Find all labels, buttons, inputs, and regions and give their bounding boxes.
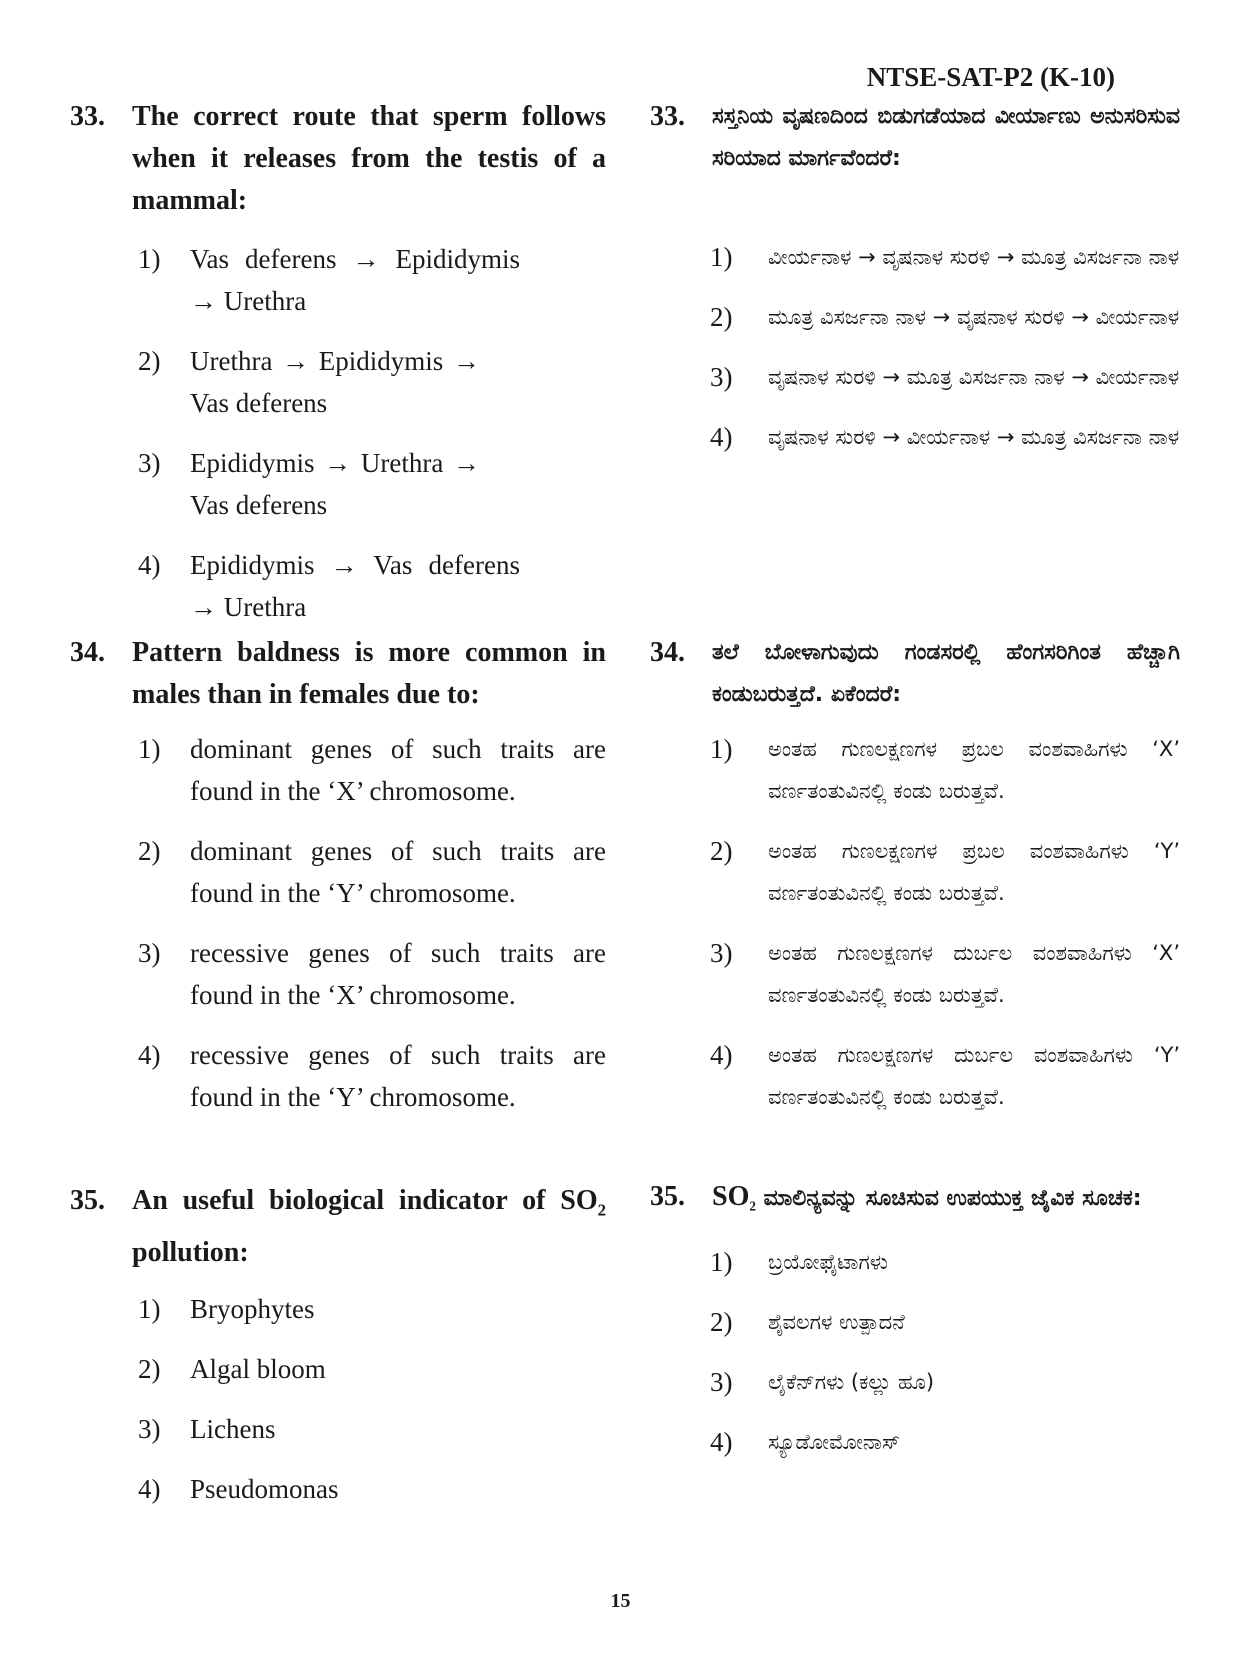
page-number: 15 — [610, 1590, 631, 1612]
option-text: ವೀರ್ಯನಾಳ → ವೃಷನಾಳ ಸುರಳಿ → ಮೂತ್ರ ವಿಸರ್ಜನಾ ನಾಳ — [768, 245, 1180, 269]
question-number: 33. — [70, 101, 105, 132]
option-text: ಅಂತಹ ಗುಣಲಕ್ಷಣಗಳ ದುರ್ಬಲ ವಂಶವಾಹಿಗಳು ‘Y’ ವರ್ಣತಂತುವಿನಲ್ಲಿ ಕಂಡು ಬರುತ್ತವೆ. — [768, 1043, 1180, 1109]
option-number: 4) — [138, 550, 161, 580]
option-number: 2) — [710, 836, 733, 866]
question-35-kn — [650, 1176, 1180, 1481]
option-text: ಅಂತಹ ಗುಣಲಕ್ಷಣಗಳ ಪ್ರಬಲ ವಂಶವಾಹಿಗಳು ‘Y’ ವರ್ಣತಂತುವಿನಲ್ಲಿ ಕಂಡು ಬರುತ್ತವೆ. — [768, 839, 1180, 905]
option-4[interactable] — [70, 1468, 606, 1510]
option-text: Bryophytes — [190, 1293, 315, 1324]
option-text: Epididymis → Vas deferens → Urethra — [190, 550, 520, 622]
option-1[interactable] — [70, 728, 606, 812]
option-number: 2) — [138, 836, 161, 866]
option-number: 2) — [710, 1307, 733, 1338]
option-3[interactable] — [650, 356, 1180, 398]
option-text: Urethra → Epididymis → Vas deferens — [190, 346, 480, 418]
option-3[interactable] — [70, 932, 606, 1016]
option-number: 2) — [138, 1353, 161, 1384]
question-number: 33. — [650, 101, 685, 132]
option-text: Lichens — [190, 1413, 276, 1444]
option-text: Vas deferens → Epididymis → Urethra — [190, 244, 520, 316]
question-33-kn — [650, 96, 1180, 476]
option-4[interactable] — [650, 1034, 1180, 1118]
option-3[interactable] — [70, 1408, 606, 1450]
option-text: Algal bloom — [190, 1353, 326, 1384]
option-number: 4) — [138, 1040, 161, 1070]
question-35-en — [70, 1180, 606, 1528]
question-text: ತಲೆ ಬೋಳಾಗುವುದು ಗಂಡಸರಲ್ಲಿ ಹೆಂಗಸರಿಗಿಂತ ಹೆಚ್ಚಾಗಿ ಕಂಡುಬರುತ್ತದೆ. ಏಕೆಂದರೆ: — [712, 640, 1180, 707]
option-2[interactable] — [70, 1348, 606, 1390]
option-1[interactable] — [650, 728, 1180, 812]
page-header: NTSE-SAT-P2 (K-10) — [866, 62, 1115, 92]
option-number: 1) — [710, 242, 733, 272]
option-number: 1) — [138, 1293, 161, 1324]
option-number: 4) — [138, 1473, 161, 1504]
option-2[interactable] — [650, 830, 1180, 914]
option-number: 3) — [710, 1367, 733, 1398]
option-text: ಮೂತ್ರ ವಿಸರ್ಜನಾ ನಾಳ → ವೃಷನಾಳ ಸುರಳಿ → ವೀರ್ಯನಾಳ — [768, 305, 1180, 329]
option-1[interactable] — [70, 238, 606, 322]
question-34-en — [70, 632, 606, 1136]
option-text: ಲೈಕೆನ್‌ಗಳು (ಕಲ್ಲು ಹೂ) — [768, 1370, 935, 1395]
option-text: ಅಂತಹ ಗುಣಲಕ್ಷಣಗಳ ಪ್ರಬಲ ವಂಶವಾಹಿಗಳು ‘X’ ವರ್ಣತಂತುವಿನಲ್ಲಿ ಕಂಡು ಬರುತ್ತವೆ. — [768, 737, 1180, 803]
option-2[interactable] — [70, 340, 606, 424]
option-3[interactable] — [650, 932, 1180, 1016]
option-4[interactable] — [70, 1034, 606, 1118]
option-1[interactable] — [70, 1288, 606, 1330]
option-3[interactable] — [70, 442, 606, 526]
option-number: 1) — [138, 734, 161, 764]
option-text: dominant genes of such traits are found in the ‘X’ chromosome. — [190, 734, 606, 806]
question-number: 34. — [70, 637, 105, 668]
option-number: 4) — [710, 422, 733, 452]
option-number: 3) — [138, 448, 161, 478]
option-4[interactable] — [70, 544, 606, 628]
option-text: ಬ್ರಯೋಫೈಟಾಗಳು — [768, 1250, 888, 1275]
option-4[interactable] — [650, 416, 1180, 458]
option-text: dominant genes of such traits are found in the ‘Y’ chromosome. — [190, 836, 606, 908]
option-text: ಅಂತಹ ಗುಣಲಕ್ಷಣಗಳ ದುರ್ಬಲ ವಂಶವಾಹಿಗಳು ‘X’ ವರ್ಣತಂತುವಿನಲ್ಲಿ ಕಂಡು ಬರುತ್ತವೆ. — [768, 941, 1180, 1007]
option-text: ವೃಷನಾಳ ಸುರಳಿ → ಮೂತ್ರ ವಿಸರ್ಜನಾ ನಾಳ → ವೀರ್ಯನಾಳ — [768, 365, 1180, 389]
question-number: 35. — [650, 1181, 685, 1212]
option-number: 1) — [710, 1247, 733, 1278]
option-2[interactable] — [650, 296, 1180, 338]
question-33-en — [70, 96, 606, 646]
option-text: recessive genes of such traits are found in the ‘Y’ chromosome. — [190, 1040, 606, 1112]
option-text: Epididymis → Urethra → Vas deferens — [190, 448, 480, 520]
question-text: ಸಸ್ತನಿಯ ವೃಷಣದಿಂದ ಬಿಡುಗಡೆಯಾದ ವೀರ್ಯಾಣು ಅನುಸರಿಸುವ ಸರಿಯಾದ ಮಾರ್ಗವೆಂದರೆ: — [712, 104, 1180, 171]
option-number: 2) — [138, 346, 161, 376]
option-text: recessive genes of such traits are found in the ‘X’ chromosome. — [190, 938, 606, 1010]
question-number: 34. — [650, 637, 685, 668]
option-2[interactable] — [650, 1301, 1180, 1343]
option-number: 3) — [138, 1413, 161, 1444]
option-number: 1) — [710, 734, 733, 764]
option-3[interactable] — [650, 1361, 1180, 1403]
option-number: 4) — [710, 1427, 733, 1458]
option-1[interactable] — [650, 236, 1180, 278]
option-number: 3) — [710, 938, 733, 968]
question-text: $SO_2$ ಮಾಲಿನ್ಯವನ್ನು ಸೂಚಿಸುವ ಉಪಯುಕ್ತ ಜೈವಿಕ ಸೂಚಕ: — [712, 1181, 1142, 1214]
question-34-kn — [650, 632, 1180, 1136]
option-number: 4) — [710, 1040, 733, 1070]
option-number: 1) — [138, 244, 161, 274]
option-text: Pseudomonas — [190, 1473, 339, 1504]
option-number: 3) — [138, 938, 161, 968]
option-number: 3) — [710, 362, 733, 392]
question-text: The correct route that sperm follows when it releases from the testis of a mammal: — [132, 101, 606, 216]
question-text: An useful biological indicator of $SO_2$ pollution: — [132, 1185, 606, 1268]
option-2[interactable] — [70, 830, 606, 914]
question-number: 35. — [70, 1185, 105, 1216]
option-number: 2) — [710, 302, 733, 332]
option-text: ಸ್ಯೂಡೋಮೋನಾಸ್ — [768, 1430, 900, 1455]
option-text: ವೃಷನಾಳ ಸುರಳಿ → ವೀರ್ಯನಾಳ → ಮೂತ್ರ ವಿಸರ್ಜನಾ ನಾಳ — [768, 425, 1180, 449]
option-4[interactable] — [650, 1421, 1180, 1463]
option-1[interactable] — [650, 1241, 1180, 1283]
question-text: Pattern baldness is more common in males than in females due to: — [132, 637, 606, 710]
option-text: ಶೈವಲಗಳ ಉತ್ಪಾದನೆ — [768, 1310, 905, 1335]
